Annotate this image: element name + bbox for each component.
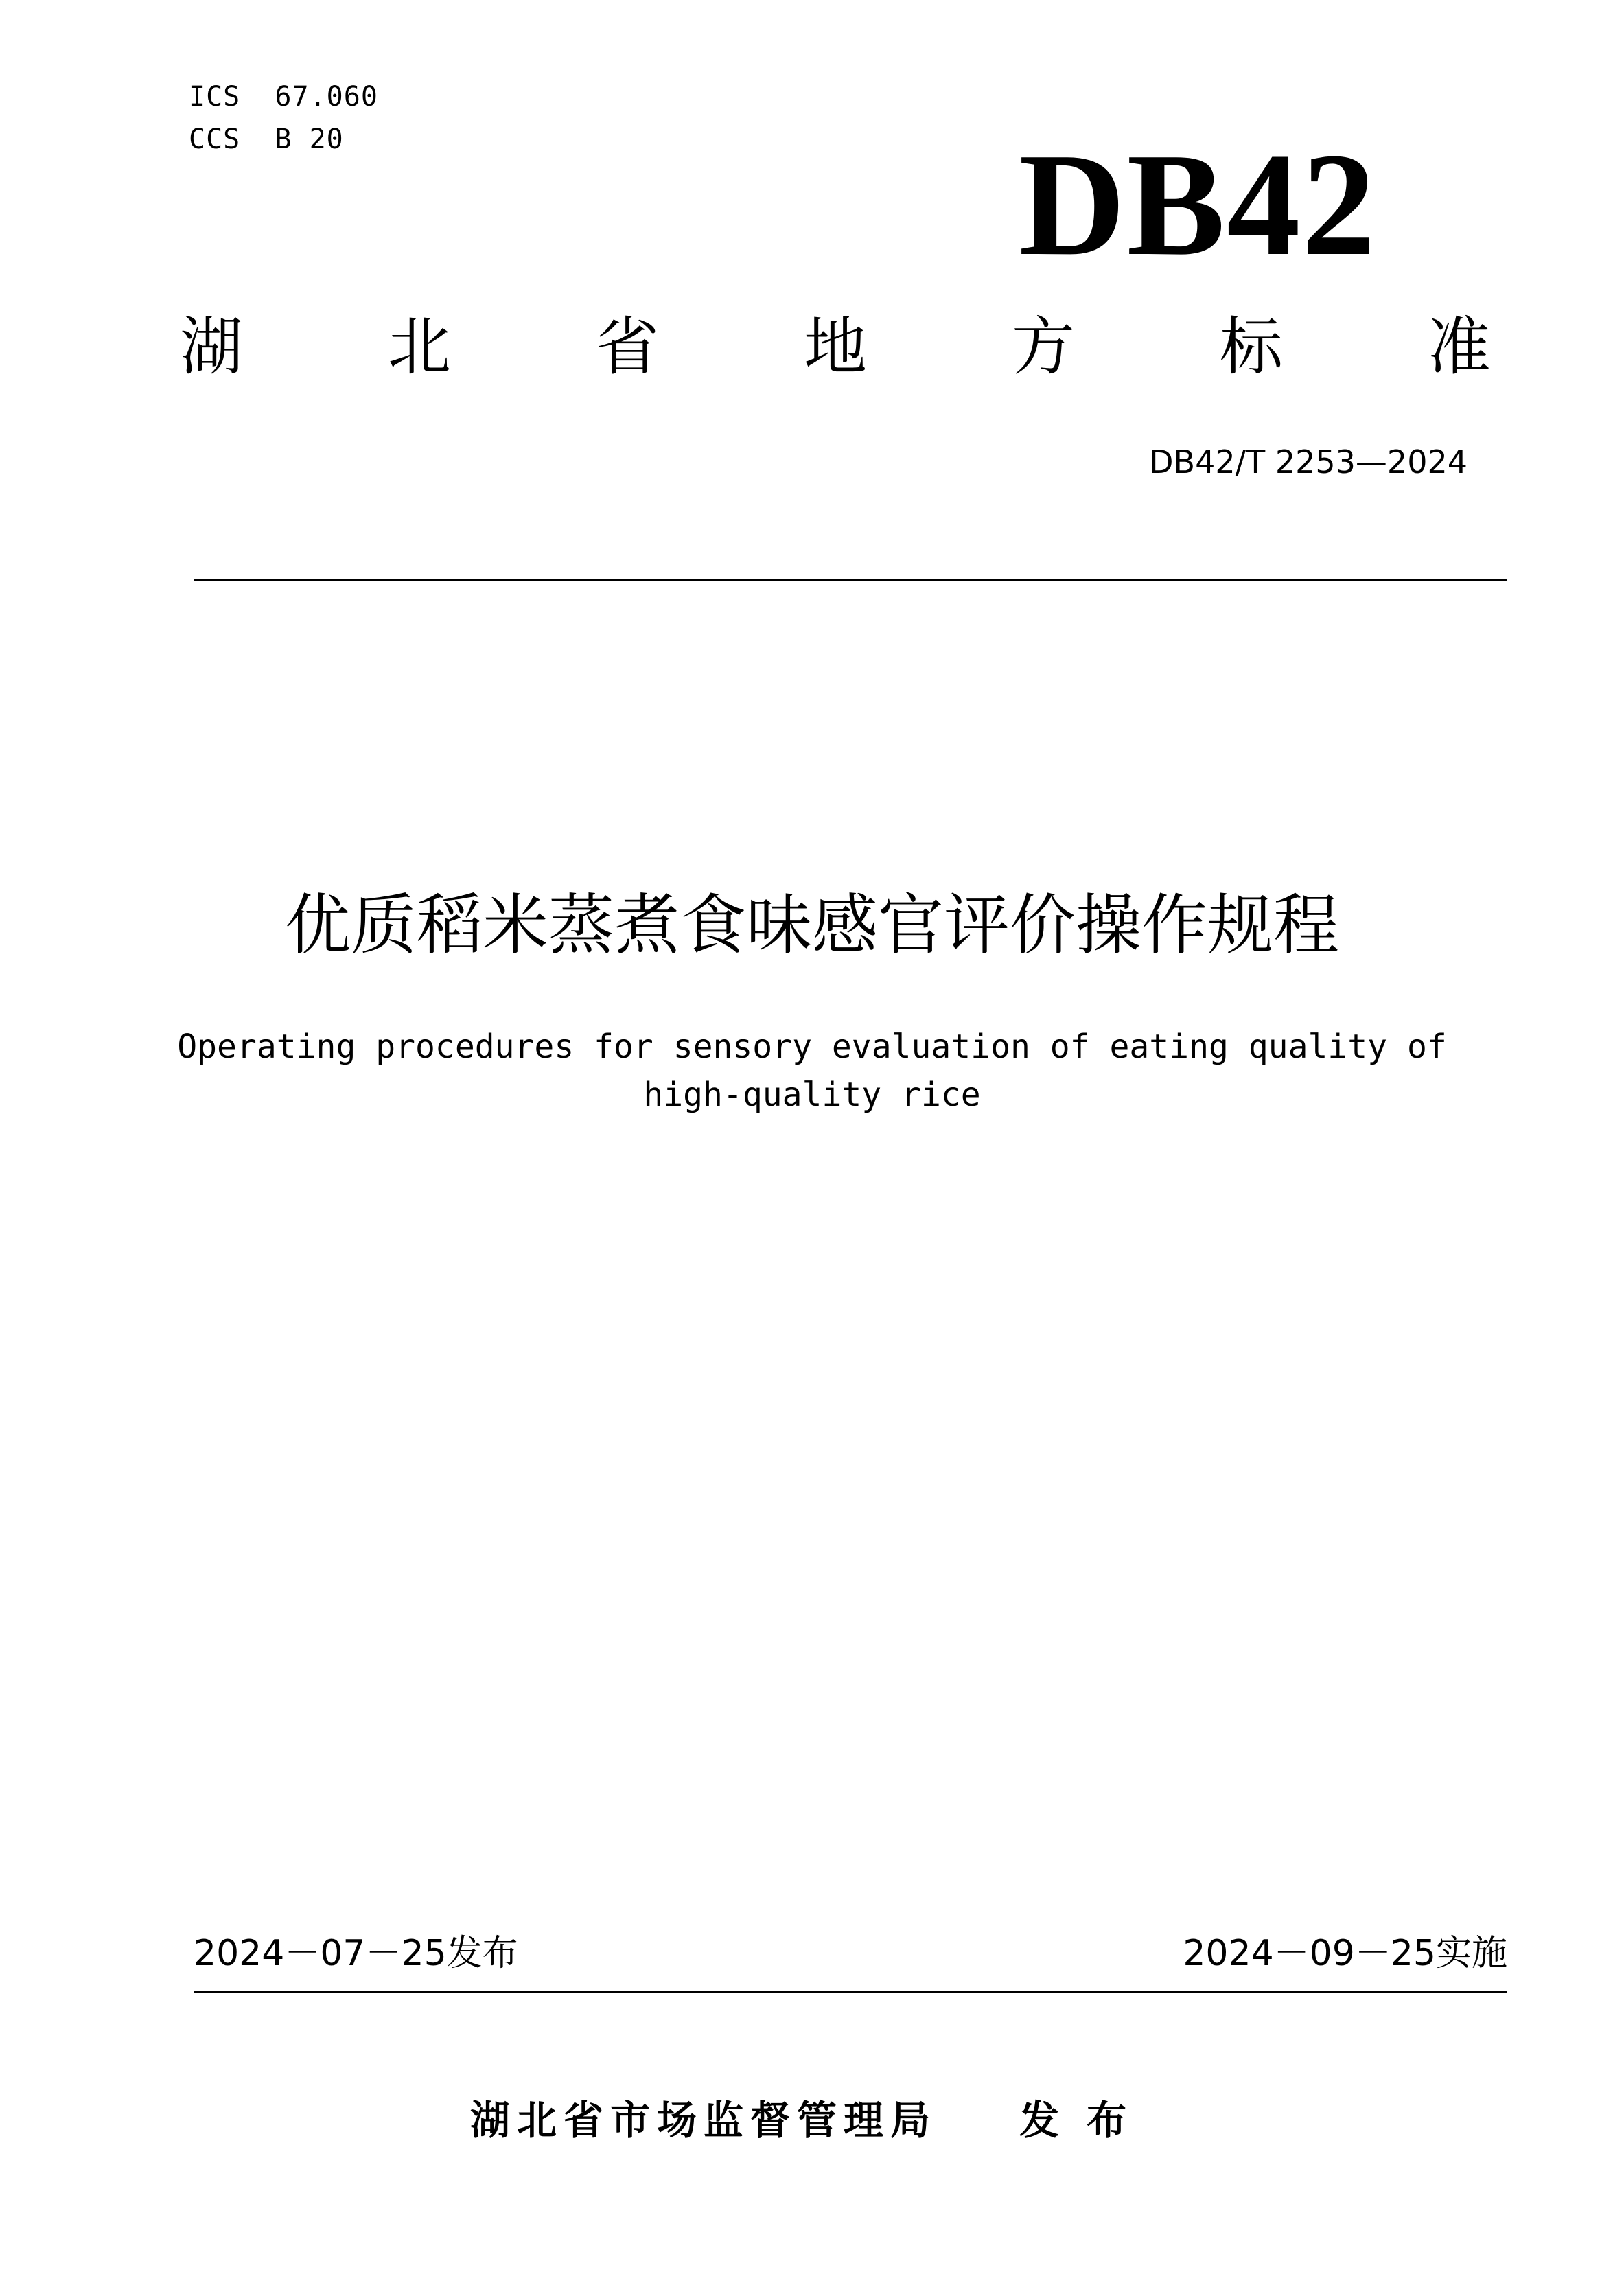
category-char: 北 (387, 310, 451, 384)
category-char: 方 (1011, 310, 1075, 384)
standard-logo: DB42 (1019, 122, 1377, 286)
ccs-code: CCS B 20 (189, 124, 344, 155)
document-title-en: Operating procedures for sensory evaluation of eating quality of high-quality rice (177, 1028, 1447, 1114)
issuer-line (0, 2088, 1624, 2146)
category-char: 地 (803, 310, 867, 384)
publish-date: 2024－07－25发布 (194, 1933, 518, 1974)
category-char: 标 (1219, 310, 1283, 384)
category-char: 省 (595, 310, 659, 384)
standard-category-title (180, 310, 1491, 384)
issuer-name: 湖北省市场监督管理局 (469, 2097, 937, 2144)
bottom-divider (194, 1991, 1507, 1993)
issuer-label: 发布 (1019, 2097, 1155, 2144)
document-title-zh: 优质稻米蒸煮食味感官评价操作规程 (285, 887, 1339, 964)
standard-number: DB42/T 2253—2024 (1149, 443, 1468, 480)
category-char: 准 (1427, 310, 1491, 384)
dates-row (194, 1933, 1507, 1974)
top-divider (194, 579, 1507, 581)
category-char: 湖 (180, 310, 244, 384)
ics-code: ICS 67.060 (189, 81, 378, 113)
effective-date: 2024－09－25实施 (1183, 1933, 1507, 1974)
